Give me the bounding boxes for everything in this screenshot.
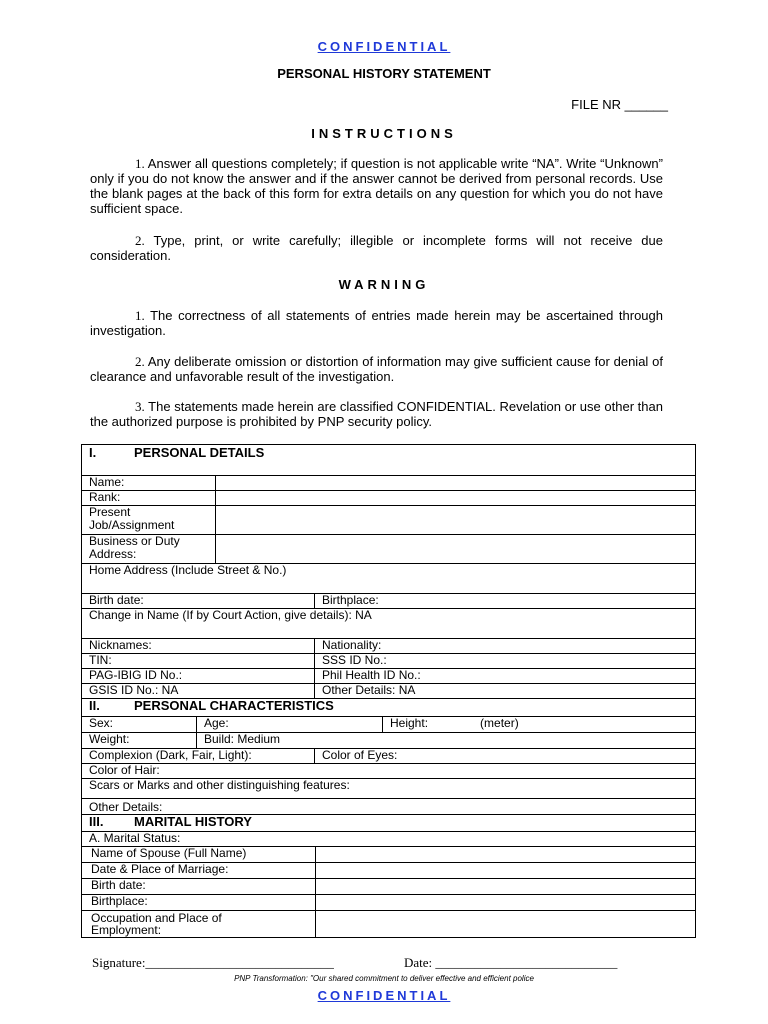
- warning-number: 1.: [135, 308, 145, 323]
- present-job-label: Present Job/Assignment: [82, 506, 216, 535]
- spouse-birthplace-label: Birthplace:: [82, 895, 316, 910]
- occupation-label: Occupation and Place of Employment:: [82, 911, 316, 937]
- name-label: Name:: [82, 476, 216, 491]
- instruction-number: 2.: [135, 233, 145, 248]
- change-name-field[interactable]: Change in Name (If by Court Action, give details): NA: [82, 609, 696, 639]
- signature-line[interactable]: Signature:_____________________________: [92, 955, 334, 970]
- warning-heading: WARNING: [338, 277, 430, 292]
- warning-number: 3.: [135, 399, 145, 414]
- nicknames-field[interactable]: Nicknames:: [82, 639, 315, 654]
- tin-field[interactable]: TIN:: [82, 654, 315, 669]
- marriage-field[interactable]: [316, 863, 695, 878]
- warning-item-3: [90, 399, 663, 429]
- personal-history-form: [81, 444, 696, 938]
- marriage-label: Date & Place of Marriage:: [82, 863, 316, 878]
- section-personal-characteristics: II. PERSONAL CHARACTERISTICS: [82, 699, 696, 717]
- instructions-heading: INSTRUCTIONS: [311, 126, 457, 141]
- sss-field[interactable]: SSS ID No.:: [315, 654, 696, 669]
- warning-text: Any deliberate omission or distortion of information may give sufficient cause for denial of clearance and unfavorable result of the investigation.: [90, 354, 664, 384]
- spouse-birth-date-field[interactable]: [316, 879, 695, 894]
- sex-field[interactable]: Sex:: [82, 717, 197, 732]
- scars-field[interactable]: Scars or Marks and other distinguishing features:: [82, 779, 696, 799]
- birthplace-field[interactable]: Birthplace:: [315, 594, 696, 609]
- instruction-text: Type, print, or write carefully; illegible or incomplete forms will not receive due consideration.: [90, 233, 663, 263]
- philhealth-field[interactable]: Phil Health ID No.:: [315, 669, 696, 684]
- other-characteristics-field[interactable]: Other Details:: [82, 799, 696, 815]
- present-job-field[interactable]: [216, 506, 696, 535]
- confidential-top: CONFIDENTIAL: [317, 39, 451, 54]
- footer-tagline: PNP Transformation: "Our shared commitment to deliver effective and efficient police: [234, 974, 534, 983]
- spouse-birth-date-label: Birth date:: [82, 879, 316, 894]
- warning-number: 2.: [135, 354, 145, 369]
- weight-field[interactable]: Weight:: [82, 733, 197, 748]
- gsis-field[interactable]: GSIS ID No.: NA: [82, 684, 315, 699]
- height-field[interactable]: Height: (meter): [390, 716, 519, 730]
- spouse-name-label: Name of Spouse (Full Name): [82, 847, 316, 862]
- instruction-item-2: [90, 233, 663, 263]
- spouse-birthplace-field[interactable]: [316, 895, 695, 910]
- rank-field[interactable]: [216, 491, 696, 506]
- section-personal-details: I. PERSONAL DETAILS: [82, 445, 696, 476]
- business-address-label: Business or Duty Address:: [82, 535, 216, 564]
- date-line[interactable]: Date: ____________________________: [404, 955, 618, 970]
- warning-text: The statements made herein are classified CONFIDENTIAL. Revelation or use other than the authorized purpose is prohibited by PNP security policy.: [90, 399, 663, 429]
- file-number: FILE NR ______: [571, 97, 668, 112]
- complexion-field[interactable]: Complexion (Dark, Fair, Light):: [82, 749, 315, 764]
- nationality-field[interactable]: Nationality:: [315, 639, 696, 654]
- business-address-field[interactable]: [216, 535, 696, 564]
- age-field[interactable]: Age:: [197, 717, 383, 732]
- confidential-bottom: CONFIDENTIAL: [317, 988, 451, 1003]
- spouse-name-field[interactable]: [316, 847, 695, 862]
- instruction-number: 1.: [135, 156, 145, 171]
- hair-color-field[interactable]: Color of Hair:: [82, 764, 696, 779]
- instruction-text: Answer all questions completely; if question is not applicable write “NA”. Write “Unknown” only if you do not know the answer and if the answer cannot be derived from personal records. Use the blank pages at the back of this form for extra details on any question for which you do not have sufficient space.: [90, 156, 663, 216]
- instruction-item-1: [90, 156, 663, 216]
- pagibig-field[interactable]: PAG-IBIG ID No.:: [82, 669, 315, 684]
- warning-text: The correctness of all statements of entries made herein may be ascertained through investigation.: [90, 308, 663, 338]
- warning-item-1: [90, 308, 663, 338]
- section-marital-history: III. MARITAL HISTORY: [82, 815, 696, 832]
- warning-item-2: [90, 354, 663, 384]
- birth-date-field[interactable]: Birth date:: [82, 594, 315, 609]
- rank-label: Rank:: [82, 491, 216, 506]
- name-field[interactable]: [216, 476, 696, 491]
- build-field[interactable]: Build: Medium: [204, 732, 281, 746]
- home-address-field[interactable]: Home Address (Include Street & No.): [82, 564, 696, 594]
- page-title: PERSONAL HISTORY STATEMENT: [277, 66, 491, 81]
- eye-color-field[interactable]: Color of Eyes:: [315, 749, 696, 764]
- other-details-field[interactable]: Other Details: NA: [315, 684, 696, 699]
- occupation-field[interactable]: [316, 911, 695, 937]
- marital-status-field[interactable]: A. Marital Status:: [82, 832, 696, 847]
